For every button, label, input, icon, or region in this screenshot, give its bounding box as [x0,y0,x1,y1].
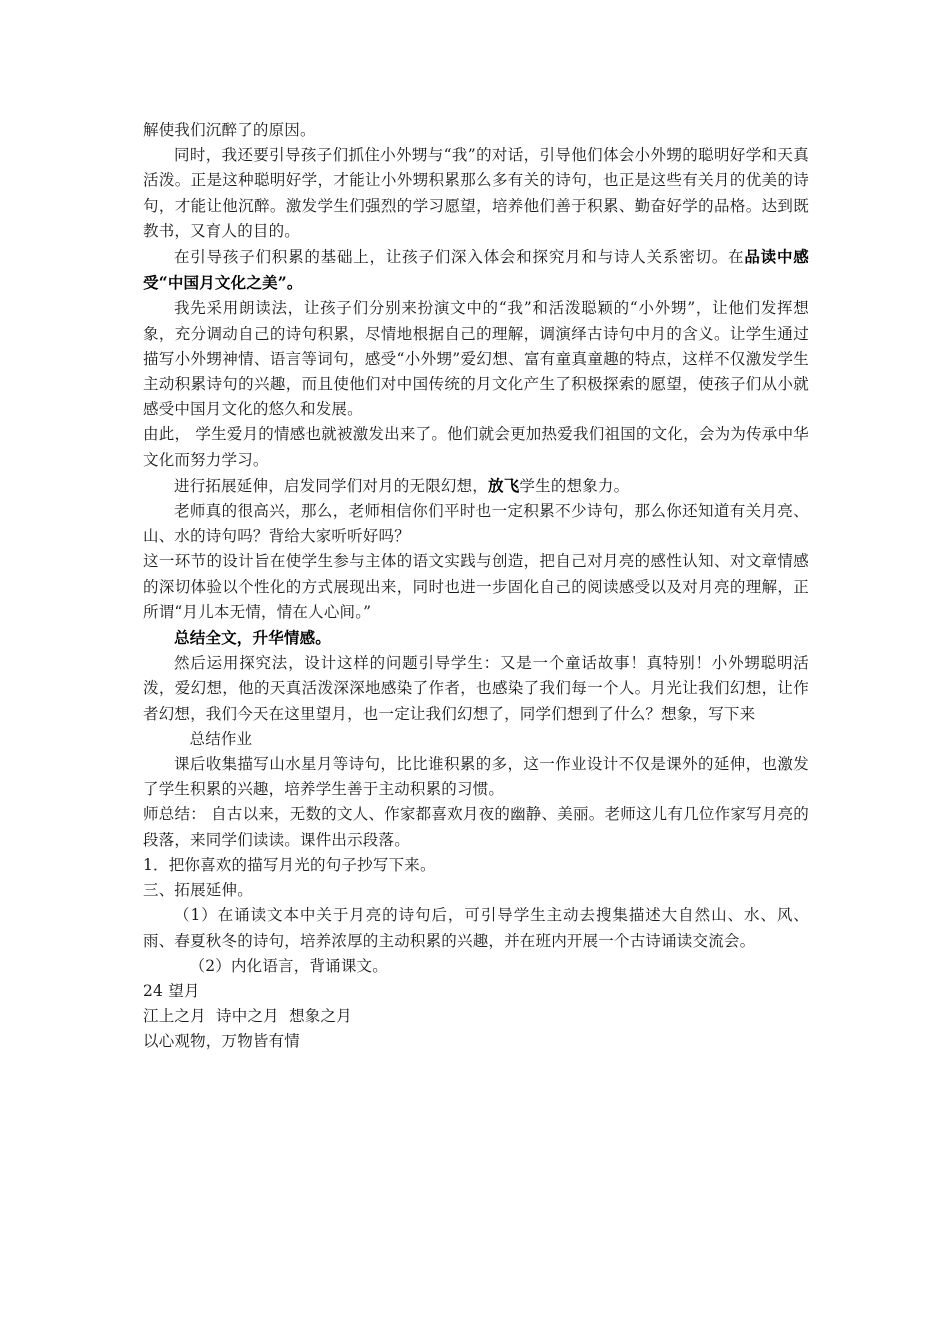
paragraph-3-bold: 品读中感受“中国月文化之美”。 [143,247,809,293]
paragraph-6-text-c: 学生的想象力。 [519,476,630,495]
paragraph-3 [143,244,809,296]
board-title: 24 望月 [143,981,200,1000]
paragraph-5: 由此， 学生爱月的情感也就被激发出来了。他们就会更加热爱我们祖国的文化，会为为传承中华文化而努力学习。 [143,425,809,469]
paragraph-6 [143,473,809,499]
paragraph-10: 然后运用探究法，设计这样的问题引导学生：又是一个童话故事！真特别！小外甥聪明活泼，爱幻想，他的天真活泼深深地感染了作者，也感染了我们每一个人。月光让我们幻想，让作者幻想，我们今天在这里望月，也一定让我们幻想了，同学们想到了什么？想象，写下来 [143,654,809,723]
paragraph-17: （2）内化语言，背诵课文。 [189,956,388,975]
paragraph-7: 老师真的很高兴，那么，老师相信你们平时也一定积累不少诗句，那么你还知道有关月亮、山、水的诗句吗？背给大家听听好吗？ [143,502,809,546]
section-heading-3: 三、拓展延伸。 [143,881,253,900]
heading-summary-bold: 总结全文，升华情感。 [174,628,332,648]
paragraph-2: 同时，我还要引导孩子们抓住小外甥与“我”的对话，引导他们体会小外甥的聪明好学和天真活泼。正是这种聪明好学，才能让小外甥积累那么多有关的诗句，也正是这些有关月的优美的诗句，才能让他沉醉。激发学生们强烈的学习愿望，培养他们善于积累、勤奋好学的品格。达到既教书，又育人的目的。 [143,146,809,240]
paragraph-6-text-a: 进行拓展延伸，启发同学们对月的无限幻想， [174,476,489,495]
paragraph-8: 这一环节的设计旨在使学生参与主体的语文实践与创造，把自己对月亮的感性认知、对文章情感的深切体验以个性化的方式展现出来，同时也进一步固化自己的阅读感受以及对月亮的理解，正所谓“月儿本无情，情在人心间。” [143,552,809,621]
paragraph-12: 课后收集描写山水星月等诗句，比比谁积累的多，这一作业设计不仅是课外的延伸，也激发了学生积累的兴趣，培养学生善于主动积累的习惯。 [143,755,809,799]
paragraph-3-text: 在引导孩子们积累的基础上，让孩子们深入体会和探究月和与诗人关系密切。在 [174,248,745,267]
paragraph-13: 师总结： 自古以来，无数的文人、作家都喜欢月夜的幽静、美丽。老师这儿有几位作家写月亮的段落，来同学们读读。课件出示段落。 [143,805,809,849]
paragraph-4: 我先采用朗读法，让孩子们分别来扮演文中的“我”和活泼聪颖的“小外甥”，让他们发挥想象，充分调动自己的诗句积累，尽情地根据自己的理解，调演绎古诗句中月的含义。让学生通过描写小外甥神情、语言等词句，感受“小外甥”爱幻想、富有童真童趣的特点，这样不仅激发学生主动积累诗句的兴趣，而且使他们对中国传统的月文化产生了积极探索的愿望，使孩子们从小就感受中国月文化的悠久和发展。 [143,299,809,419]
list-item-1: 1．把你喜欢的描写月光的句子抄写下来。 [143,855,436,874]
paragraph-16: （1）在诵读文本中关于月亮的诗句后，可引导学生主动去搜集描述大自然山、水、风、雨、春夏秋冬的诗句，培养浓厚的主动积累的兴趣，并在班内开展一个古诗诵读交流会。 [143,906,809,950]
paragraph-6-bold: 放飞 [488,475,520,495]
document-page [143,118,809,1055]
heading-summary [143,625,809,651]
board-line-1: 江上之月 诗中之月 想象之月 [143,1007,352,1026]
heading-homework: 总结作业 [189,729,253,748]
board-line-2: 以心观物，万物皆有情 [143,1032,301,1051]
paragraph-1: 解使我们沉醉了的原因。 [143,121,316,139]
